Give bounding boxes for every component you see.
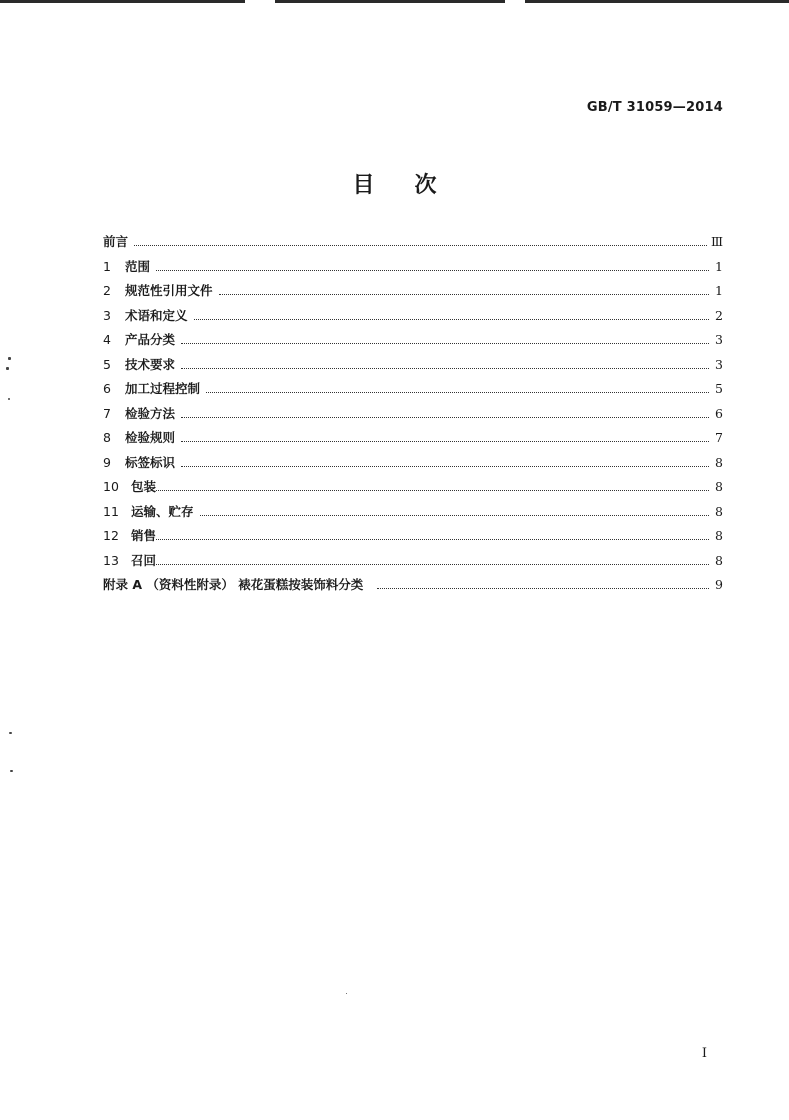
toc-entry-4[interactable] [103,332,723,357]
toc-leader-dots [181,368,709,369]
toc-entry-number: 5 [103,356,111,372]
toc-entry-10[interactable] [103,479,723,504]
toc-entry-page: 3 [715,332,723,347]
toc-entry-1[interactable] [103,259,723,284]
toc-entry-title: 技术要求 [125,356,176,372]
toc-entry-9[interactable] [103,455,723,480]
toc-entry-page: 2 [715,307,723,323]
scan-speck [8,357,11,360]
toc-entry-title: 销售 [131,528,157,543]
toc-leader-dots [181,343,709,344]
toc-entry-number: 3 [103,307,111,323]
toc-entry-title: 检验方法 [125,405,176,421]
toc-entry-title: 产品分类 [125,332,176,347]
toc-entry-title: 前言 [103,234,129,249]
toc-entry-page: 6 [715,405,723,421]
scan-speck [10,770,13,772]
toc-entry-3[interactable] [103,308,723,333]
page-number: I [701,1046,707,1061]
toc-entry-title: 范围 [125,258,151,274]
toc-leader-dots [181,417,709,418]
toc-entry-number: 12 [103,528,119,543]
toc-entry-page: 8 [715,503,723,519]
toc-entry-2[interactable] [103,283,723,308]
toc-entry-12[interactable] [103,528,723,553]
toc-leader-dots [134,245,707,246]
toc-entry-number: 10 [103,479,119,494]
toc-entry-13[interactable] [103,553,723,578]
toc-leader-dots [181,441,709,442]
toc-entry-page: 8 [715,552,723,568]
toc-entry-page: 3 [715,356,723,372]
toc-entry-title: 术语和定义 [125,307,188,323]
toc-leader-dots [156,490,709,491]
toc-entry-number: 4 [103,332,111,347]
toc-entry-number: 6 [103,381,111,396]
toc-entry-6[interactable] [103,381,723,406]
toc-entry-title: 召回 [131,552,157,568]
table-of-contents [103,234,723,602]
toc-leader-dots [219,294,709,295]
page-title: 目次 [352,173,477,198]
toc-entry-number: 13 [103,552,119,568]
toc-entry-title: 标签标识 [125,454,176,470]
toc-leader-dots [200,515,709,516]
toc-entry-number: 2 [103,283,111,298]
toc-entry-page: 5 [715,381,723,396]
scan-speck [346,993,347,994]
toc-entry-page: 8 [715,454,723,470]
toc-entry-8[interactable] [103,430,723,455]
scan-top-edge [0,0,789,3]
scan-speck [8,398,10,400]
toc-leader-dots [156,539,709,540]
toc-entry-page: 9 [715,577,723,592]
toc-entry-title: 运输、贮存 [131,503,194,519]
toc-entry-7[interactable] [103,406,723,431]
toc-entry-page: 1 [715,283,723,298]
toc-entry-number: 7 [103,405,111,421]
toc-entry-page: 7 [715,430,723,445]
toc-leader-dots [194,319,709,320]
toc-leader-dots [156,270,709,271]
toc-entry-title: 加工过程控制 [125,381,201,396]
toc-entry-page: 1 [715,258,723,274]
toc-leader-dots [181,466,709,467]
toc-entry-title: 包装 [131,479,157,494]
toc-entry-foreword[interactable] [103,234,723,259]
toc-entry-number: 8 [103,430,111,445]
toc-entry-number: 11 [103,503,119,519]
toc-entry-5[interactable] [103,357,723,382]
toc-entry-title: 附录 A （资料性附录） 裱花蛋糕按装饰料分类 [103,577,364,592]
toc-entry-number: 1 [103,258,111,274]
toc-leader-dots [206,392,709,393]
toc-leader-dots [156,564,709,565]
scan-speck [9,732,12,734]
toc-leader-dots [377,588,709,589]
toc-entry-number: 9 [103,454,111,470]
toc-entry-annex-a[interactable] [103,577,723,602]
scan-edge-gap [505,0,525,3]
toc-entry-11[interactable] [103,504,723,529]
scan-speck [6,367,9,370]
toc-entry-page: 8 [715,528,723,543]
toc-entry-page: 8 [715,479,723,494]
toc-entry-title: 规范性引用文件 [125,283,213,298]
scan-edge-gap [245,0,275,3]
toc-entry-page: Ⅲ [710,234,723,249]
standard-code: GB/T 31059—2014 [586,100,723,115]
toc-entry-title: 检验规则 [125,430,176,445]
